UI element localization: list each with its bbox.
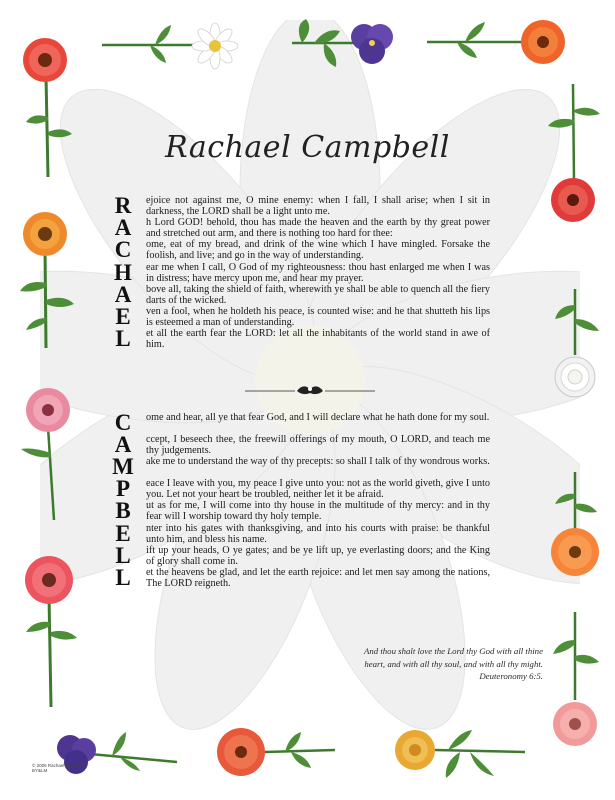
acrostic-verse: h Lord GOD! behold, thou has made the heaven and the earth by thy great power and stretched out arm, and there is nothing too hard for thee: bbox=[146, 217, 490, 240]
white-carnation-flower-icon bbox=[540, 285, 610, 400]
acrostic-initial: M bbox=[112, 454, 134, 480]
acrostic-initial: C bbox=[114, 410, 132, 435]
page-title: Rachael Campbell bbox=[165, 130, 450, 165]
yellow-rose-flower-icon bbox=[390, 722, 530, 787]
copyright-line: BY&LM bbox=[32, 768, 48, 773]
verse-reference: Deuteronomy 6:5. bbox=[479, 671, 543, 681]
acrostic-verse: ear me when I call, O God of my righteousness: thou hast enlarged me when I was in distress; have mercy upon me, and hear my prayer. bbox=[146, 261, 490, 284]
orange-gerbera-flower-icon bbox=[425, 15, 575, 70]
acrostic-stanza bbox=[110, 500, 490, 522]
orange-gerbera-flower-icon bbox=[12, 208, 78, 353]
ornament-divider-icon bbox=[245, 383, 375, 397]
acrostic-verse: et all the earth fear the LORD: let all the inhabitants of the world stand in awe of him. bbox=[146, 328, 490, 351]
acrostic-stanza bbox=[110, 239, 490, 261]
acrostic-stanza bbox=[110, 542, 490, 568]
acrostic-initial: A bbox=[114, 281, 132, 307]
closing-verse bbox=[283, 645, 543, 683]
acrostic-initial: B bbox=[115, 498, 131, 524]
acrostic-verse: ake me to understand the way of thy precepts: so shall I talk of thy wondrous works. bbox=[146, 456, 490, 468]
last-name-acrostic bbox=[110, 412, 490, 589]
first-name-acrostic bbox=[110, 195, 490, 350]
verse-line: And thou shalt love the Lord thy God with all thine bbox=[363, 646, 543, 656]
acrostic-initial: L bbox=[115, 564, 131, 590]
acrostic-stanza bbox=[110, 328, 490, 350]
acrostic-initial: L bbox=[115, 542, 131, 568]
acrostic-initial: P bbox=[115, 476, 131, 502]
acrostic-verse: ome, eat of my bread, and drink of the wine which I have mingled. Forsake the foolish, and live; and go in the way of understanding. bbox=[146, 239, 490, 262]
orange-gerbera-flower-icon bbox=[540, 470, 610, 580]
acrostic-initial: L bbox=[115, 326, 131, 352]
white-daisy-flower-icon bbox=[100, 18, 250, 73]
acrostic-initial: R bbox=[114, 193, 132, 218]
acrostic-verse: ven a fool, when he holdeth his peace, is counted wise: and he that shutteth his lips is esteemed a man of understanding. bbox=[146, 305, 490, 329]
acrostic-verse: nter into his gates with thanksgiving, and into his courts with praise: be thankful unto him, and bless his name. bbox=[146, 522, 490, 545]
acrostic-initial: E bbox=[115, 520, 131, 546]
acrostic-stanza bbox=[110, 564, 490, 590]
acrostic-stanza bbox=[110, 478, 490, 500]
copyright-notice bbox=[32, 763, 85, 773]
acrostic-initial: A bbox=[114, 215, 132, 241]
acrostic-verse: ejoice not against me, O mine enemy: when I fall, I shall arise; when I sit in darkness, the LORD shall be a light unto me. bbox=[146, 195, 490, 218]
acrostic-initial: C bbox=[114, 237, 132, 263]
acrostic-initial: E bbox=[115, 303, 131, 329]
acrostic-stanza bbox=[110, 520, 490, 546]
acrostic-stanza bbox=[110, 412, 490, 434]
acrostic-stanza bbox=[110, 259, 490, 285]
acrostic-stanza bbox=[110, 217, 490, 239]
acrostic-verse: et the heavens be glad, and let the earth rejoice: and let men say among the nations, The LORD reigneth. bbox=[146, 566, 490, 590]
acrostic-verse: ccept, I beseech thee, the freewill offerings of my mouth, O LORD, and teach me thy judgements. bbox=[146, 434, 490, 457]
acrostic-stanza bbox=[110, 281, 490, 307]
verse-line: heart, and with all thy soul, and with all thy might. bbox=[364, 658, 543, 669]
acrostic-stanza bbox=[110, 456, 490, 478]
acrostic-verse: ut as for me, I will come into thy house in the multitude of thy mercy: and in thy fear will I worship toward thy holy temple. bbox=[146, 500, 490, 523]
red-gerbera-flower-icon bbox=[205, 722, 340, 782]
purple-pansy-flower-icon bbox=[262, 15, 402, 75]
acrostic-verse: ift up your heads, O ye gates; and be ye lift up, ye everlasting doors; and the King of glory shall come in. bbox=[146, 544, 490, 567]
acrostic-verse: eace I leave with you, my peace I give unto you: not as the world giveth, give I unto you. Let not your heart be troubled, neither let it be afraid. bbox=[146, 478, 490, 501]
purple-pansy-flower-icon bbox=[52, 722, 182, 782]
acrostic-stanza bbox=[110, 195, 490, 217]
acrostic-stanza bbox=[110, 303, 490, 329]
copyright-line: © 2005 Rachael Campbell bbox=[32, 763, 85, 768]
acrostic-initial: H bbox=[114, 259, 132, 285]
pink-gerbera-flower-icon bbox=[18, 385, 78, 525]
acrostic-verse: ome and hear, all ye that fear God, and I will declare what he hath done for my soul. bbox=[146, 412, 490, 423]
red-gerbera-flower-icon bbox=[18, 552, 82, 712]
pink-gerbera-flower-icon bbox=[540, 610, 610, 750]
acrostic-stanza bbox=[110, 434, 490, 456]
acrostic-initial: A bbox=[114, 432, 132, 457]
acrostic-verse: bove all, taking the shield of faith, wherewith ye shall be able to quench all the fiery darts of the wicked. bbox=[146, 283, 490, 306]
